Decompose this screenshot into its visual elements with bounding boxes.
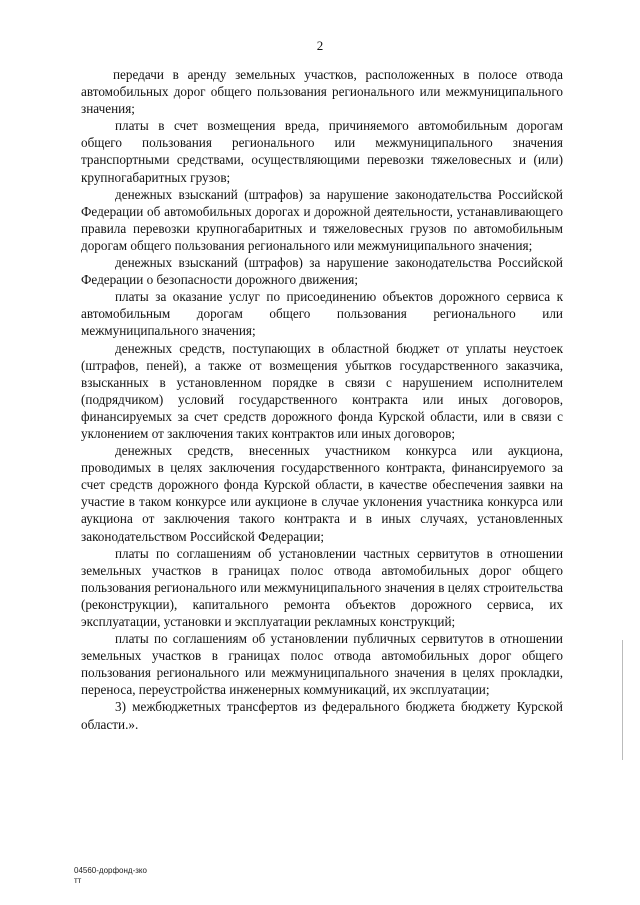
paragraph-connection-services: платы за оказание услуг по присоединению объектов дорожного сервиса к автомобильным дорогам общего пользования регионального или межмуниципального значения; — [81, 289, 563, 339]
document-body — [81, 66, 563, 733]
paragraph-fines-road-law: денежных взысканий (штрафов) за нарушение законодательства Российской Федерации об автомобильных дорогах и дорожной деятельности, устанавливающего правила перевозки крупногабаритных и тяжеловесных грузов по автомобильным дорогам общего пользования регионального или межмуниципального значения; — [81, 186, 563, 253]
footer-file-code: 04560-дорфонд-зко — [74, 866, 147, 875]
paragraph-penalties-contracts: денежных средств, поступающих в областной бюджет от уплаты неустоек (штрафов, пеней), а также от возмещения убытков государственного заказчика, взысканных в установленном порядке в связи с нарушением исполнителем (подрядчиком) условий государственного контракта или иных договоров, финансируемых за счет средств дорожного фонда Курской области, или в связи с уклонением от заключения таких контрактов или иных договоров; — [81, 340, 563, 441]
page-number: 2 — [316, 38, 324, 53]
paragraph-federal-transfers: 3) межбюджетных трансфертов из федерального бюджета бюджету Курской области.». — [81, 699, 563, 732]
scan-edge-mark — [622, 640, 623, 760]
paragraph-damage-compensation: платы в счет возмещения вреда, причиняемого автомобильным дорогам общего пользования регионального или межмуниципального значения транспортными средствами, осуществляющими перевозки тяжеловесных и (или) крупногабаритных грузов; — [81, 118, 563, 185]
paragraph-auction-deposits: денежных средств, внесенных участником конкурса или аукциона, проводимых в целях заключения государственного контракта, финансируемого за счет средств дорожного фонда Курской области, в качестве обеспечения заявки на участие в таком конкурсе или аукционе в случае уклонения участника конкурса или аукциона от заключения такого контракта и в иных случаях, установленных законодательством Российской Федерации; — [81, 443, 563, 544]
paragraph-private-servitudes: платы по соглашениям об установлении частных сервитутов в отношении земельных участков в границах полос отвода автомобильных дорог общего пользования регионального или межмуниципального значения в целях строительства (реконструкции), капитального ремонта объектов дорожного сервиса, их эксплуатации, установки и эксплуатации рекламных конструкций; — [81, 545, 563, 629]
footer — [74, 866, 147, 886]
paragraph-rent-payments: передачи в аренду земельных участков, расположенных в полосе отвода автомобильных дорог общего пользования регионального или межмуниципального значения; — [81, 67, 563, 117]
paragraph-fines-traffic-safety: денежных взысканий (штрафов) за нарушение законодательства Российской Федерации о безопасности дорожного движения; — [81, 255, 563, 288]
footer-initials: тт — [74, 876, 82, 885]
paragraph-public-servitudes: платы по соглашениям об установлении публичных сервитутов в отношении земельных участков в границах полос отвода автомобильных дорог общего пользования регионального или межмуниципального значения в целях прокладки, переноса, переустройства инженерных коммуникаций, их эксплуатации; — [81, 631, 563, 698]
